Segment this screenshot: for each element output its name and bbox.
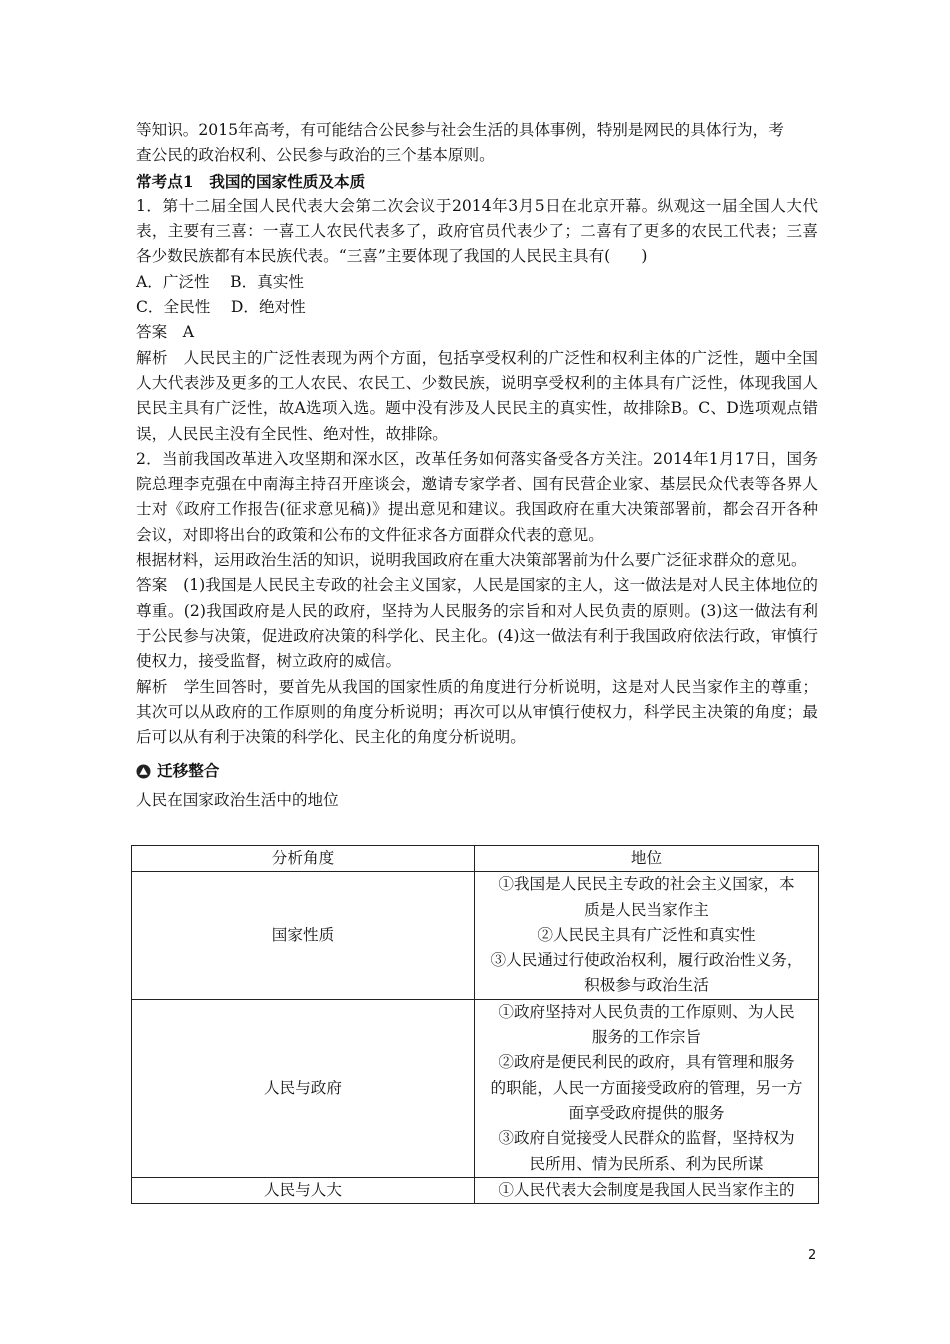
document-body (136, 118, 818, 815)
status-line: ①人民代表大会制度是我国人民当家作主的 (498, 1180, 795, 1199)
table-header-row (132, 846, 819, 872)
transfer-section-title: 迁移整合 (157, 761, 220, 781)
q2-answer: 答案 (1)我国是人民民主专政的社会主义国家，人民是国家的主人，这一做法是对人民主体地位的尊重。(2)我国政府是人民的政府，坚持为人民服务的宗旨和对人民负责的原则。(3)这一做法有利于公民参与决策，促进政府决策的科学化、民主化。(4)这一做法有利于我国政府依法行政，审慎行使权力，接受监督，树立政府的威信。 (136, 576, 818, 671)
section-heading: 常考点1 我国的国家性质及本质 (136, 171, 366, 191)
q1-analysis: 解析 人民民主的广泛性表现为两个方面，包括享受权利的广泛性和权利主体的广泛性，题中全国人大代表涉及更多的工人农民、农民工、少数民族，说明享受权利的主体具有广泛性，体现我国人民民主具有广泛性，故A选项入选。题中没有涉及人民民主的真实性，故排除B。C、D选项观点错误，人民民主没有全民性、绝对性，故排除。 (136, 348, 818, 443)
status-line: ③人民通过行使政治权利，履行政治性义务， (490, 951, 803, 970)
q1-options-cd: C．全民性 D．绝对性 (136, 298, 306, 317)
triangle-circle-icon (136, 764, 151, 779)
table-cell-status (475, 999, 819, 1177)
table-cell-angle: 人民与人大 (132, 1177, 475, 1203)
q1-answer: 答案 A (136, 323, 195, 342)
table-cell-status (475, 872, 819, 999)
table-row (132, 999, 819, 1177)
q1-stem: 1．第十二届全国人民代表大会第二次会议于2014年3月5日在北京开幕。纵观这一届全国人大代表，主要有三喜：一喜工人农民代表多了，政府官员代表少了；二喜有了更多的农民工代表；三喜各少数民族都有本民族代表。“三喜”主要体现了我国的人民民主具有( ) (136, 196, 818, 266)
status-line: 面享受政府提供的服务 (568, 1103, 725, 1122)
table-caption: 人民在国家政治生活中的地位 (136, 790, 339, 809)
status-line: ②人民民主具有广泛性和真实性 (537, 925, 756, 944)
q2-question: 根据材料，运用政治生活的知识，说明我国政府在重大决策部署前为什么要广泛征求群众的意见。 (136, 551, 807, 570)
table-header-angle: 分析角度 (132, 846, 475, 872)
status-line: 质是人民当家作主 (584, 900, 709, 919)
table-cell-status (475, 1177, 819, 1203)
status-line: ③政府自觉接受人民群众的监督，坚持权为 (498, 1129, 795, 1148)
status-table (131, 845, 819, 1204)
status-line: 民所用、情为民所系、利为民所谋 (529, 1154, 764, 1173)
table-cell-angle: 国家性质 (132, 872, 475, 999)
table-row (132, 872, 819, 999)
status-line: ②政府是便民利民的政府，具有管理和服务 (498, 1053, 795, 1072)
transfer-section-header (136, 758, 818, 783)
table-header-status: 地位 (475, 846, 819, 872)
q2-analysis: 解析 学生回答时，要首先从我国的国家性质的角度进行分析说明，这是对人民当家作主的尊重；其次可以从政府的工作原则的角度分析说明；再次可以从审慎行使权力，科学民主决策的角度；最后可以从有利于决策的科学化、民主化的角度分析说明。 (136, 677, 818, 747)
page-number: 2 (808, 1248, 817, 1263)
q1-options-ab: A．广泛性 B．真实性 (136, 272, 305, 291)
status-line: 积极参与政治生活 (584, 976, 709, 995)
status-line: ①我国是人民民主专政的社会主义国家，本 (498, 875, 795, 894)
intro-line-2: 查公民的政治权利、公民参与政治的三个基本原则。 (136, 146, 495, 165)
status-line: 服务的工作宗旨 (591, 1028, 702, 1047)
table-cell-angle: 人民与政府 (132, 999, 475, 1177)
status-line: 的职能，人民一方面接受政府的管理，另一方 (490, 1078, 803, 1097)
status-line: ①政府坚持对人民负责的工作原则、为人民 (498, 1002, 795, 1021)
q2-stem: 2．当前我国改革进入攻坚期和深水区，改革任务如何落实备受各方关注。2014年1月17日，国务院总理李克强在中南海主持召开座谈会，邀请专家学者、国有民营企业家、基层民众代表等各界人士对《政府工作报告(征求意见稿)》提出意见和建议。我国政府在重大决策部署前，都会召开各种会议，对即将出台的政策和公布的文件征求各方面群众代表的意见。 (136, 449, 818, 544)
intro-line-1: 等知识。2015年高考，有可能结合公民参与社会生活的具体事例，特别是网民的具体行为，考 (136, 121, 784, 139)
table-row (132, 1177, 819, 1203)
